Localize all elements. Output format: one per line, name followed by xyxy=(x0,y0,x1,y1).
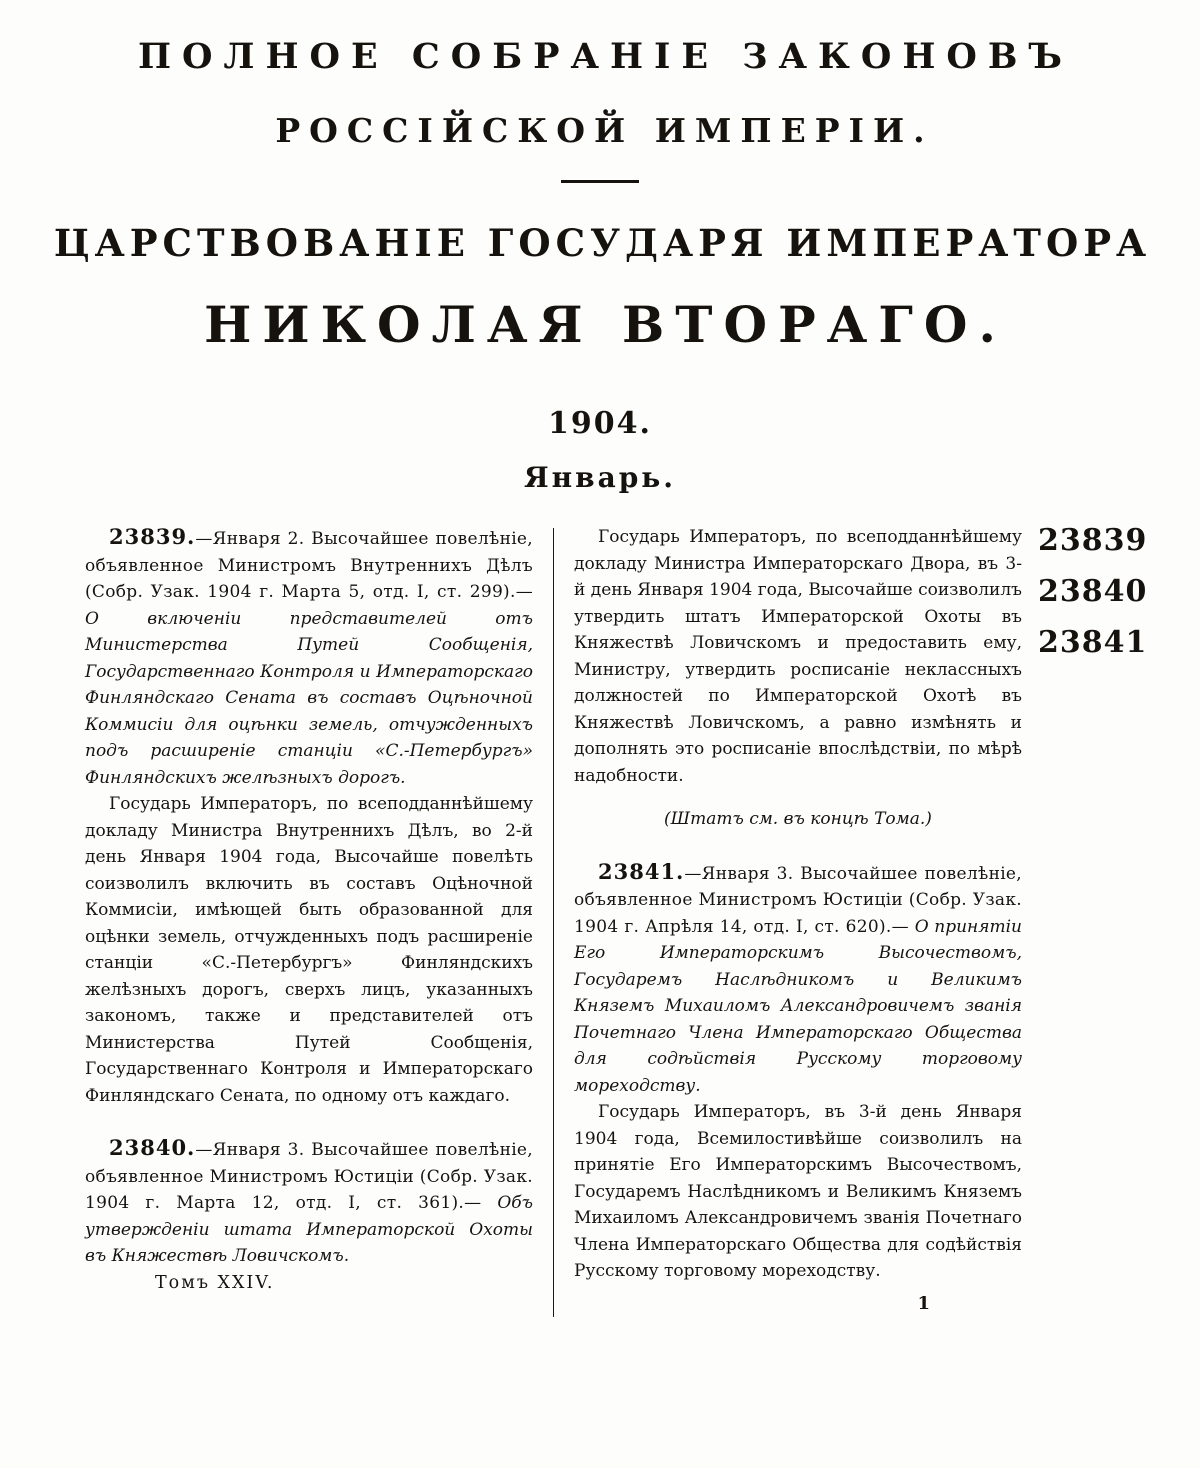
entry-summary: Объ утвержденіи штата Императорской Охоты въ Княжествѣ Ловичскомъ. xyxy=(85,1193,533,1266)
page-header xyxy=(0,36,1200,494)
entry-23839-body: Государь Императоръ, по всеподданнѣйшему докладу Министра Внутреннихъ Дѣлъ, во 2-й день Января 1904 года, Высочайше повелѣть соизволилъ включить въ составъ Оцѣночной Коммисіи, имѣющей быть образованной для оцѣнки земель, отчужденныхъ подъ расширеніе станціи «С.-Петербургъ» Финляндскихъ желѣзныхъ дорогъ, сверхъ лицъ, указанныхъ закономъ, также и представителей отъ Министерства Путей Сообщенія, Государственнаго Контроля и Императорскаго Финляндскаго Сената, по одному отъ каждаго. xyxy=(85,794,533,1106)
collection-title: ПОЛНОЕ СОБРАНІЕ ЗАКОНОВЪ xyxy=(138,36,1073,77)
entry-23840-note: (Штатъ см. въ концѣ Тома.) xyxy=(664,809,932,829)
margin-number-23840: 23840 xyxy=(1038,574,1148,609)
entry-summary: О принятіи Его Императорскимъ Высочествомъ, Государемъ Наслѣдникомъ и Великимъ Княземъ Михаиломъ Александровичемъ званія Почетнаго Члена Императорскаго Общества для содѣйствія Русскому торговому мореходству. xyxy=(574,916,1022,1096)
emperor-name: НИКОЛАЯ ВТОРАГО. xyxy=(204,295,1007,354)
entry-23841-body: Государь Императоръ, въ 3-й день Января 1904 года, Всемилостивѣйше соизволилъ на принятіе Его Императорскимъ Высочествомъ, Государемъ Наслѣдникомъ и Великимъ Княземъ Михаиломъ Александровичемъ званія Почетнаго Члена Императорскаго Общества для содѣйствія Русскому торговому мореходству. xyxy=(574,1102,1022,1281)
entry-23841-heading xyxy=(574,859,1022,1100)
entry-23840 xyxy=(85,1135,533,1270)
entry-23840-body: Государь Императоръ, по всеподданнѣйшему докладу Министра Императорскаго Двора, въ 3-й день Января 1904 года, Высочайше соизволилъ утвердить штатъ Императорской Охоты въ Княжествѣ Ловичскомъ и предоставить ему, Министру, утвердить росписаніе неклассныхъ должностей по Императорской Охотѣ въ Княжествѣ Ловичскомъ, а равно измѣнять и дополнять это росписаніе впослѣдствіи, по мѣрѣ надобности. xyxy=(574,527,1022,786)
margin-number-23839: 23839 xyxy=(1038,523,1148,558)
month-heading: Январь. xyxy=(523,461,677,494)
two-column-text-area xyxy=(0,524,1200,1317)
entry-head-text: —Января 3. Высочайшее повелѣніе, объявленное Министромъ Юстиціи (Собр. Узак. 1904 г. Марта 12, отд. I, ст. 361).— xyxy=(85,1140,533,1213)
year-heading: 1904. xyxy=(548,406,652,441)
entry-23839 xyxy=(85,524,533,1109)
entry-23839-heading xyxy=(85,524,533,791)
column-divider-rule xyxy=(553,528,554,1317)
entry-23841 xyxy=(574,859,1022,1285)
entry-23840-heading xyxy=(85,1135,533,1270)
volume-label: Томъ XXIV. xyxy=(155,1272,275,1293)
entry-number: 23839. xyxy=(109,524,196,549)
empire-title: РОССІЙСКОЙ ИМПЕРІИ. xyxy=(275,111,934,150)
left-column xyxy=(85,524,533,1317)
entry-23840-continuation xyxy=(574,524,1022,833)
entry-summary: О включеніи представителей отъ Министерства Путей Сообщенія, Государственнаго Контроля и Императорскаго Финляндскаго Сената въ составъ Оцѣночной Коммисіи для оцѣнки земель, отчужденныхъ подъ расширеніе станціи «С.-Петербургъ» Финляндскихъ желѣзныхъ дорогъ. xyxy=(85,608,533,788)
entry-head-text: —Января 2. Высочайшее повелѣніе, объявленное Министромъ Внутреннихъ Дѣлъ (Собр. Узак. 1904 г. Марта 5, отд. I, ст. 299).— xyxy=(85,529,533,602)
margin-article-numbers xyxy=(1022,524,1200,1317)
entry-head-text: —Января 3. Высочайшее повелѣніе, объявленное Министромъ Юстиціи (Собр. Узак. 1904 г. Апрѣля 14, отд. I, ст. 620).— xyxy=(574,863,1022,937)
page-number: 1 xyxy=(917,1292,930,1314)
entry-number: 23841. xyxy=(598,858,685,884)
divider-rule xyxy=(561,180,639,183)
margin-number-23841: 23841 xyxy=(1038,625,1148,660)
right-column xyxy=(574,524,1022,1317)
entry-number: 23840. xyxy=(109,1135,196,1160)
reign-title: ЦАРСТВОВАНІЕ ГОСУДАРЯ ИМПЕРАТОРА xyxy=(53,221,1152,265)
